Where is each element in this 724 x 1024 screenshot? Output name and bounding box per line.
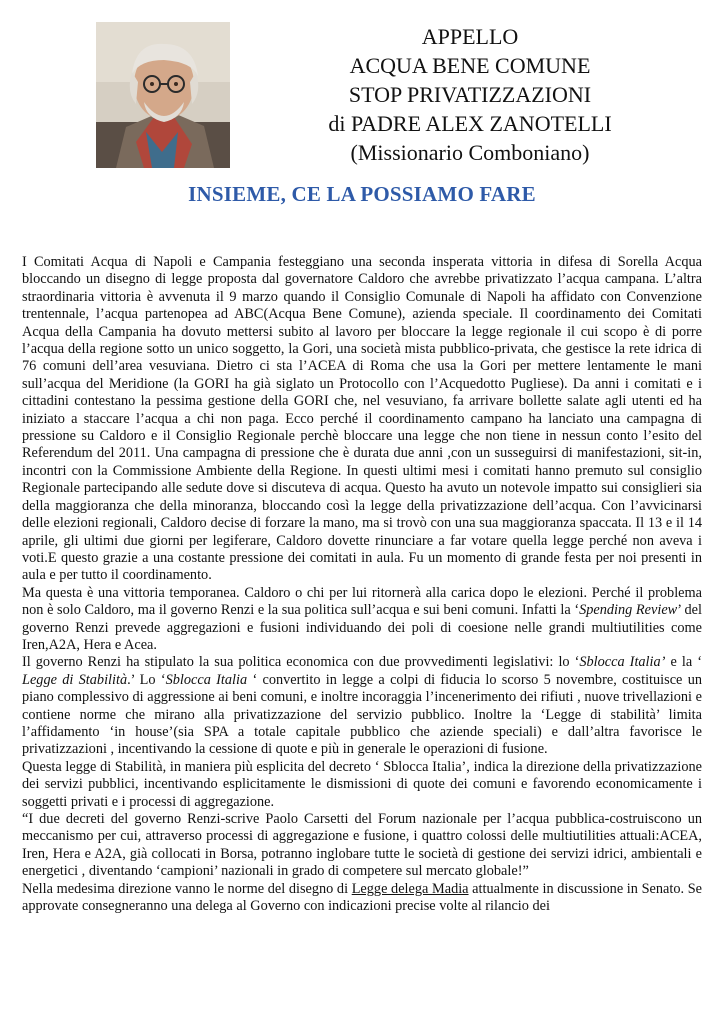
paragraph-1: I Comitati Acqua di Napoli e Campania festeggiano una seconda insperata vittoria in difesa di Sorella Acqua bloccando un disegno di legge proposta dal governatore Caldoro che avrebbe privatizzato l’acqua campana. L’altra straordinaria vittoria è avvenuta il 9 marzo quando il Consiglio Comunale di Napoli ha affidato con Convenzione trentennale, l’acqua partenopea ad ABC(Acqua Bene Comune), azienda speciale. Il coordinamento dei Comitati Acqua della Campania ha dovuto mettersi subito al lavoro per bloccare la legge regionale il cui scopo è di porre l’acqua della regione sotto un unico soggetto, la Gori, una società mista pubblico-privata, che gestisce la rete idrica di 76 comuni dell’area vesuviana. Dietro ci sta l’ACEA di Roma che usa la Gori per mettere lentamente le mani sull’acqua del Meridione (la GORI ha già siglato un Protocollo con l’Acquedotto Pugliese). Da anni i comitati e i cittadini contestano la pessima gestione della GORI che, nel vesuviano, fa arrivare bollette salate agli utenti ed ha iniziato a staccare l’acqua a chi non paga. Ecco perché il coordinamento campano ha lanciato una campagna di pressione su Caldoro e il Consiglio Regionale perchè bloccare una legge che non tiene in nessun conto l’esito del Referendum del 2011. Una campagna di pressione che è durata due anni ,con un susseguirsi di manifestazioni, sit-in, incontri con la Commissione Ambiente della Regione. In questi ultimi mesi i comitati hanno premuto sul consiglio Regionale partecipando alle sedute dove si discuteva di acqua. Questo ha avuto un notevole impatto sui consiglieri sia della maggioranza che della minoranza, bloccando così la legge della privatizzazione dell’acqua. Con l’avvicinarsi delle elezioni regionali, Caldoro decise di forzare la mano, ma si trovò con una sua maggioranza spaccata. Il 13 e il 14 aprile, gli ultimi due giorni per legiferare, Caldoro dovette rinunciare a far votare quella legge perché non aveva i voti.E questo grazie a una costante pressione dei comitati in aula. Fu un momento di grande festa per noi presenti in aula e per tutto il coordinamento. xyxy=(22,254,702,584)
paragraph-5-quote: “I due decreti del governo Renzi-scrive Paolo Carsetti del Forum nazionale per l’acqua pubblica-costruiscono un meccanismo per cui, attraverso processi di aggregazione e fusione, i quattro colossi delle multiutilities attuali:ACEA, Iren, Hera e A2A, già collocati in Borsa, potranno inglobare tutte le società di gestione dei servizi idrici, ambientali e energetici , diventando ‘campioni’ nazionali in grado di competere sul mercato globale!” xyxy=(22,811,702,880)
spending-review-term: Spending Review xyxy=(579,602,678,619)
title-line-author: di PADRE ALEX ZANOTELLI xyxy=(328,111,612,136)
title-line-appello: APPELLO xyxy=(421,24,519,49)
paragraph-3-text-a: Il governo Renzi ha stipulato la sua politica economica con due provvedimenti legislativi: lo ‘ xyxy=(22,654,580,671)
paragraph-2-text-b: ’ del governo Renzi prevede aggregazioni e fusioni individuando dei poli di coesione nelle grandi multiutilities come Iren,A2A, Hera e Acea. xyxy=(22,602,702,653)
paragraph-6 xyxy=(22,881,702,916)
legge-delega-madia-link[interactable]: Legge delega Madia xyxy=(351,880,469,897)
paragraph-6-text-a: Nella medesima direzione vanno le norme del disegno di xyxy=(22,880,352,897)
appeal-title xyxy=(300,22,640,167)
article-body xyxy=(22,254,702,915)
paragraph-2 xyxy=(22,585,702,655)
paragraph-6-text-b: attualmente in discussione in Senato. Se approvate consegneranno una delega al Governo con indicazioni precise volte al rilancio dei xyxy=(22,880,702,915)
legge-stabilita-term: Legge di Stabilità xyxy=(22,671,128,688)
paragraph-4: Questa legge di Stabilità, in maniera più esplicita del decreto ‘ Sblocca Italia’, indica la direzione della privatizzazione dei servizi pubblici, incentivando esplicitamente le dismissioni di quote dei comuni e favorendo economicamente i soggetti privati e i processi di aggregazione. xyxy=(22,758,702,810)
title-line-author-role: (Missionario Comboniano) xyxy=(350,140,590,165)
sblocca-italia-term-1: Sblocca Italia’ xyxy=(579,654,666,671)
paragraph-3-text-d: ‘ convertito in legge a colpi di fiducia lo scorso 5 novembre, costituisce un piano complessivo di aggressione ai beni comuni, e inoltre incoraggia l’incenerimento dei rifiuti , nuove trivellazioni e contiene norme che mirano alla privatizzazione del servizio pubblico. Inoltre la ‘Legge di stabilità’ limita l’affidamento ‘in house’(sia SPA a totale capitale pubblico che aziende speciali) e dall’altra favorisce le privatizzazioni , incentivando la cessione di quote e più in generale le operazioni di fusione. xyxy=(22,671,702,758)
title-line-stop-privatizzazioni: STOP PRIVATIZZAZIONI xyxy=(348,82,592,107)
sblocca-italia-term-2: Sblocca Italia xyxy=(165,671,248,688)
portrait-photo-icon xyxy=(96,22,230,168)
title-line-acqua-bene-comune: ACQUA BENE COMUNE xyxy=(349,53,591,78)
paragraph-3-text-c: .’ Lo ‘ xyxy=(127,671,166,688)
author-portrait-photo xyxy=(96,22,230,168)
page-subtitle: INSIEME, CE LA POSSIAMO FARE xyxy=(188,182,536,206)
paragraph-3-text-b: e la ‘ xyxy=(665,654,702,671)
paragraph-2-text-a: Ma questa è una vittoria temporanea. Caldoro o chi per lui ritornerà alla carica dopo le elezioni. Perché il problema non è solo Caldoro, ma il governo Renzi e la sua politica sull’acqua e sui beni comuni. Infatti la ‘ xyxy=(22,584,702,619)
paragraph-3 xyxy=(22,654,702,758)
